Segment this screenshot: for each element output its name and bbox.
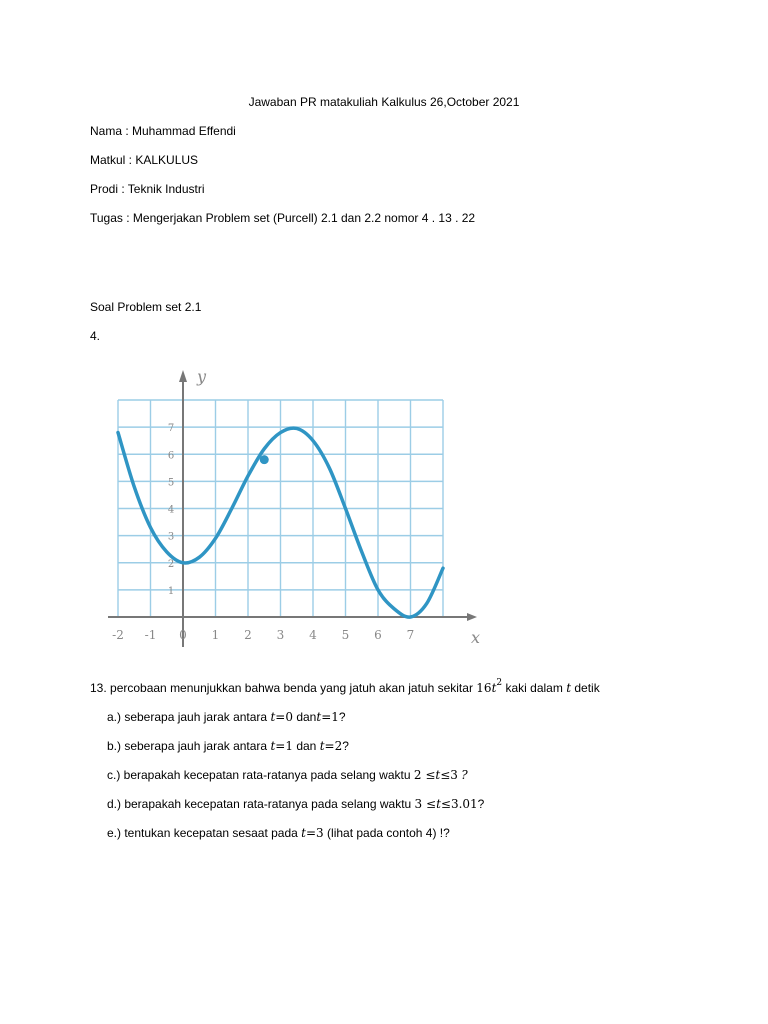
variable-t: t: [316, 710, 322, 724]
x-tick-label: -1: [144, 628, 157, 642]
variable-t: t: [270, 739, 276, 753]
conjunction: dan: [296, 739, 317, 753]
x-tick-label: -2: [112, 628, 124, 642]
y-tick-label: 2: [167, 558, 175, 570]
y-axis-label: y: [197, 367, 207, 386]
x-axis-arrow-icon: [467, 613, 477, 621]
variable-t: t: [301, 826, 306, 840]
variable-t: t: [436, 797, 441, 811]
question-b-text: b.) seberapa jauh jarak antara: [107, 739, 268, 753]
section-heading: Soal Problem set 2.1: [90, 300, 202, 314]
value: =2: [324, 739, 343, 753]
x-tick-label: 4: [309, 628, 317, 642]
x-tick-label: 6: [374, 628, 382, 642]
x-axis-label: x: [471, 628, 481, 647]
question-e: [107, 826, 450, 840]
course-name: Matkul : KALKULUS: [90, 153, 199, 167]
question-c-text: c.) berapakah kecepatan rata-ratanya pada selang waktu: [107, 768, 411, 782]
problem-4-label: 4.: [90, 329, 101, 343]
x-tick-label: 2: [244, 628, 252, 642]
problem-13-text: 13. percobaan menunjukkan bahwa benda yang jatuh akan jatuh sekitar: [90, 681, 473, 695]
value: =0: [275, 710, 293, 724]
question-e-text: e.) tentukan kecepatan sesaat pada: [107, 826, 298, 840]
lower-bound: 2 ≤: [413, 768, 436, 782]
document-title: Jawaban PR matakuliah Kalkulus 26,October 2021: [248, 95, 520, 109]
x-tick-label: 1: [211, 628, 220, 642]
question-a: [107, 710, 346, 724]
variable-t: t: [435, 768, 441, 782]
y-tick-label: 5: [167, 477, 175, 489]
function-graph: [100, 362, 490, 662]
question-b: [107, 739, 349, 753]
x-tick-label: 7: [406, 628, 415, 642]
question-c: [107, 768, 468, 782]
conjunction: dan: [296, 710, 317, 724]
question-d-text: d.) berapakah kecepatan rata-ratanya pada selang waktu: [107, 797, 412, 811]
variable-t: t: [270, 710, 276, 724]
variable-t: t: [491, 681, 497, 695]
y-tick-label: 6: [167, 450, 175, 462]
question-d: [107, 797, 484, 811]
x-tick-label: 0: [179, 628, 187, 642]
question-mark: ?: [342, 739, 349, 753]
question-mark: ?: [477, 797, 485, 811]
study-program: Prodi : Teknik Industri: [90, 182, 205, 196]
exponent: 2: [496, 678, 503, 688]
y-tick-labels: [168, 423, 174, 597]
problem-13-text-end: detik: [574, 681, 600, 695]
value: =3: [305, 826, 324, 840]
x-tick-labels: [112, 628, 414, 642]
highlight-point: [260, 455, 269, 464]
upper-bound: ≤3.01: [440, 797, 478, 811]
problem-13-text-mid: kaki dalam: [505, 681, 563, 695]
student-name: Nama : Muhammad Effendi: [90, 124, 236, 138]
x-tick-label: 5: [341, 628, 350, 642]
question-a-text: a.) seberapa jauh jarak antara: [107, 710, 268, 724]
variable-t: t: [319, 739, 325, 753]
y-tick-label: 3: [167, 531, 175, 543]
coefficient: 16: [476, 681, 492, 695]
y-tick-label: 7: [167, 423, 175, 435]
upper-bound: ≤3: [440, 768, 458, 782]
y-tick-label: 1: [167, 585, 175, 597]
y-axis-arrow-icon: [179, 370, 187, 382]
question-mark: ?: [338, 710, 346, 724]
lower-bound: 3 ≤: [414, 797, 437, 811]
x-tick-label: 3: [276, 628, 285, 642]
question-e-note: (lihat pada contoh 4) !?: [327, 826, 450, 840]
variable-t: t: [566, 681, 572, 695]
question-mark: ?: [461, 768, 468, 782]
assignment-description: Tugas : Mengerjakan Problem set (Purcell) 2.1 dan 2.2 nomor 4 . 13 . 22: [90, 211, 476, 225]
y-tick-label: 4: [167, 504, 175, 516]
problem-13-intro: [90, 680, 600, 695]
value: =1: [321, 710, 339, 724]
value: =1: [275, 739, 293, 753]
